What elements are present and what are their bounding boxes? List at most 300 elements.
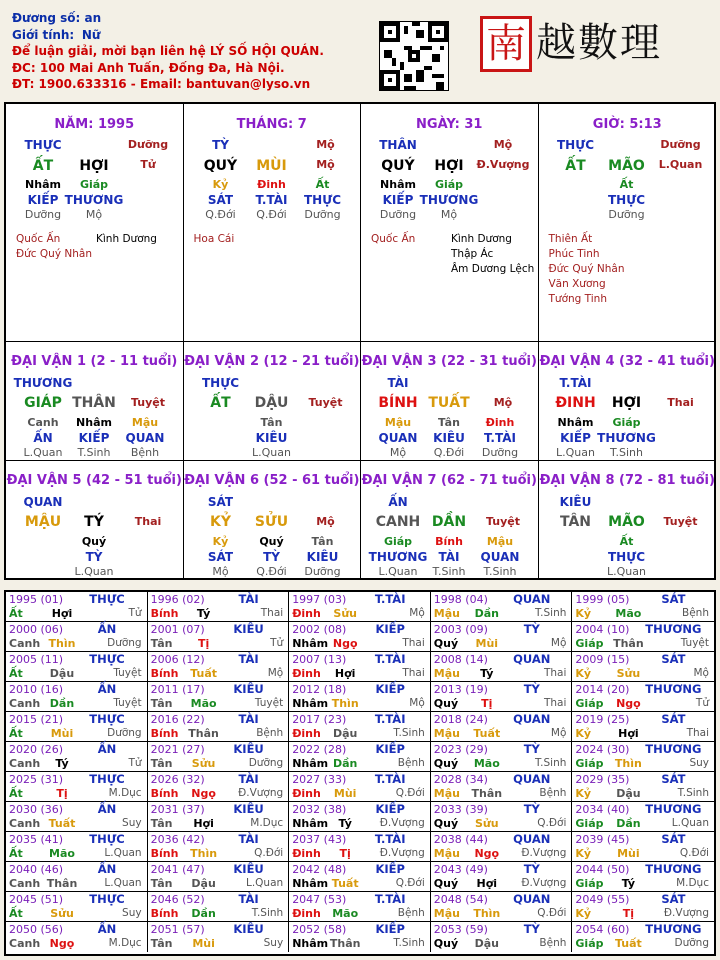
year-stem: Ất: [9, 787, 23, 800]
year-stem: Tân: [150, 817, 173, 830]
pillar-title: NĂM: 1995: [54, 117, 135, 132]
year-god: TỲ: [523, 742, 540, 756]
year-label: 2038 (44): [433, 833, 488, 846]
header-info: [12, 10, 324, 93]
year-stem: Nhâm: [292, 817, 329, 830]
year-stem: Mậu: [433, 667, 460, 680]
year-label: 2019 (25): [575, 713, 630, 726]
year-stage: Bệnh: [397, 907, 425, 919]
ten-god: THÂN: [379, 138, 417, 152]
year-stage: T.Sinh: [677, 787, 709, 799]
year-god: QUAN: [513, 592, 551, 606]
hidden-stem: Kỷ: [212, 535, 229, 548]
year-stage: Tuyệt: [254, 697, 284, 709]
year-stage: T.Sinh: [534, 607, 567, 619]
year-cell: [148, 742, 290, 772]
year-cell: [431, 892, 573, 922]
year-god: ẤN: [97, 922, 117, 936]
year-cell: [148, 682, 290, 712]
earthly-branch: MÙI: [256, 158, 287, 174]
life-stage: Tuyệt: [308, 396, 343, 409]
year-label: 2037 (43): [292, 833, 347, 846]
dai-van-title: ĐẠI VẬN 2 (12 - 21 tuổi): [184, 354, 360, 369]
year-stage: Dưỡng: [248, 757, 284, 769]
ten-god: THỰC: [201, 376, 240, 390]
year-label: 2047 (53): [292, 893, 347, 906]
year-stage: T.Sinh: [251, 907, 284, 919]
year-stem: Bính: [150, 667, 179, 680]
hidden-stem: Tân: [311, 535, 334, 548]
year-cell: [148, 862, 290, 892]
year-god: QUAN: [513, 772, 551, 786]
year-cell: [6, 592, 148, 622]
year-branch: Tý: [55, 757, 69, 770]
earthly-branch: TÝ: [84, 514, 104, 530]
brand-logo: 越數理: [536, 20, 662, 66]
year-god: KIÊU: [233, 742, 264, 756]
year-label: 2053 (59): [433, 923, 488, 936]
year-stem: Giáp: [575, 817, 604, 830]
year-label: 2044 (50): [575, 863, 630, 876]
year-branch: Sửu: [475, 817, 499, 830]
hidden-god: QUAN: [378, 431, 418, 445]
year-cell: [431, 862, 573, 892]
year-cell: [6, 832, 148, 862]
hidden-stem: Nhâm: [25, 178, 61, 191]
gender-label: Giới tính:: [12, 27, 75, 42]
qr-code: [379, 21, 449, 91]
year-label: 2033 (39): [433, 803, 488, 816]
year-cell: [572, 832, 714, 862]
year-stage: Mộ: [409, 697, 425, 709]
heavenly-stem: BÍNH: [378, 395, 418, 411]
hidden-god: SÁT: [207, 193, 234, 207]
year-stage: Mộ: [409, 607, 425, 619]
year-branch: Hợi: [51, 607, 73, 620]
heavenly-stem: ĐINH: [555, 395, 596, 411]
year-stage: Đ.Vượng: [238, 787, 284, 799]
hidden-stage: Q.Đới: [256, 208, 287, 221]
year-stem: Đinh: [292, 607, 321, 620]
year-label: 2039 (45): [575, 833, 630, 846]
year-god: KIÊU: [233, 622, 264, 636]
year-cell: [6, 772, 148, 802]
annual-luck-table: [4, 590, 716, 956]
year-god: QUAN: [513, 892, 551, 906]
year-label: 2006 (12): [150, 653, 205, 666]
year-god: QUAN: [513, 712, 551, 726]
heavenly-stem: CANH: [375, 514, 421, 530]
year-god: SÁT: [661, 592, 686, 606]
year-stem: Mậu: [433, 787, 460, 800]
hidden-god: T.TÀI: [484, 431, 516, 445]
person-name: Đương số: an: [12, 11, 102, 25]
year-stem: Quý: [433, 877, 459, 890]
year-god: THƯƠNG: [645, 622, 702, 636]
year-stage: Mộ: [550, 637, 567, 649]
year-stage: T.Sinh: [393, 727, 425, 739]
year-stage: Thai: [260, 607, 284, 619]
hidden-god: THƯƠNG: [419, 193, 479, 207]
seal-stamp: 南: [480, 16, 532, 72]
year-cell: [572, 772, 714, 802]
year-stage: M.Dục: [108, 787, 142, 799]
year-stage: L.Quan: [245, 877, 284, 889]
life-stage: Mộ: [316, 138, 335, 151]
year-branch: Tý: [480, 667, 494, 680]
life-stage: Tuyệt: [130, 396, 165, 409]
earthly-branch: HỢI: [79, 158, 109, 174]
year-cell: [6, 652, 148, 682]
year-stem: Nhâm: [292, 877, 329, 890]
year-god: KIẾP: [375, 802, 405, 816]
year-branch: Tị: [622, 907, 635, 920]
hidden-stem: Nhâm: [557, 416, 594, 429]
year-cell: [148, 892, 290, 922]
year-stem: Canh: [9, 757, 41, 770]
earthly-branch: MÃO: [608, 158, 645, 174]
year-stem: Quý: [433, 697, 459, 710]
year-branch: Hợi: [618, 727, 639, 740]
shen-sha: Kình Dương: [96, 233, 157, 245]
hidden-stem: Nhâm: [76, 416, 112, 429]
hidden-stage: L.Quan: [23, 446, 63, 459]
year-cell: [148, 622, 290, 652]
year-god: T.TÀI: [374, 892, 406, 906]
hidden-stage: Bệnh: [130, 446, 160, 459]
year-cell: [289, 712, 431, 742]
hidden-stage: Q.Đới: [205, 208, 236, 221]
hidden-god: KIẾP: [382, 193, 414, 207]
year-cell: [289, 622, 431, 652]
year-branch: Dần: [474, 607, 499, 620]
life-stage: Tuyệt: [485, 515, 520, 528]
year-stem: Tân: [150, 697, 173, 710]
year-god: ẤN: [97, 742, 117, 756]
year-cell: [289, 652, 431, 682]
shen-sha: Tướng Tinh: [548, 293, 607, 305]
year-stem: Kỷ: [575, 727, 592, 740]
year-cell: [572, 592, 714, 622]
year-label: 2000 (06): [9, 623, 64, 636]
year-stem: Nhâm: [292, 637, 329, 650]
hidden-god: KIẾP: [560, 431, 591, 445]
year-stem: Quý: [433, 817, 459, 830]
year-stage: Đ.Vượng: [663, 907, 709, 919]
year-cell: [289, 682, 431, 712]
hidden-stem: Tân: [260, 416, 283, 429]
year-god: KIẾP: [375, 742, 405, 756]
shen-sha: Thập Ác: [451, 248, 494, 260]
year-god: TỲ: [523, 922, 540, 936]
year-stem: Nhâm: [292, 937, 329, 950]
hidden-stage: Q.Đới: [256, 565, 287, 578]
year-stage: M.Dục: [250, 817, 284, 829]
year-stem: Quý: [433, 637, 459, 650]
year-cell: [289, 892, 431, 922]
year-stem: Giáp: [575, 637, 604, 650]
year-stem: Mậu: [433, 847, 460, 860]
year-stage: Suy: [122, 817, 142, 829]
year-cell: [431, 652, 573, 682]
hidden-stem: Giáp: [434, 178, 464, 191]
year-label: 2031 (37): [150, 803, 205, 816]
year-stage: M.Dục: [108, 937, 142, 949]
earthly-branch: HỢI: [611, 395, 642, 411]
year-stem: Kỷ: [575, 787, 592, 800]
year-branch: Tuất: [614, 937, 642, 950]
heavenly-stem: QUÝ: [203, 158, 238, 174]
shen-sha: Quốc Ấn: [16, 233, 61, 245]
hidden-stem: Ất: [619, 535, 634, 548]
life-stage: Thai: [667, 396, 694, 409]
hidden-god: THỰC: [607, 193, 646, 207]
year-cell: [6, 682, 148, 712]
hidden-stage: Dưỡng: [379, 208, 417, 221]
year-branch: Thìn: [48, 637, 76, 650]
shen-sha: Văn Xương: [548, 278, 606, 290]
year-branch: Thân: [471, 787, 503, 800]
year-label: 2046 (52): [150, 893, 205, 906]
year-branch: Tị: [481, 697, 493, 710]
hidden-stem: Đinh: [257, 178, 286, 191]
year-stage: Suy: [689, 757, 709, 769]
year-branch: Thìn: [190, 847, 218, 860]
year-branch: Mão: [332, 907, 359, 920]
year-god: TỲ: [523, 862, 540, 876]
year-stem: Đinh: [292, 667, 321, 680]
year-label: 2007 (13): [292, 653, 347, 666]
hidden-stem: Tân: [438, 416, 460, 429]
year-branch: Mão: [49, 847, 75, 860]
year-stage: Đ.Vượng: [521, 877, 567, 889]
year-stem: Nhâm: [292, 757, 329, 770]
year-god: TÀI: [238, 592, 259, 606]
year-branch: Mùi: [475, 637, 499, 650]
year-stem: Quý: [433, 937, 459, 950]
year-label: 2008 (14): [433, 653, 488, 666]
earthly-branch: DẦN: [431, 514, 467, 530]
year-stem: Ất: [9, 667, 23, 680]
earthly-branch: MÃO: [608, 514, 645, 530]
hidden-stage: Mộ: [389, 446, 407, 459]
earthly-branch: THÂN: [72, 395, 116, 411]
dai-van-title: ĐẠI VẬN 6 (52 - 61 tuổi): [184, 473, 360, 488]
year-label: 2025 (31): [9, 773, 64, 786]
pillar-cell: [539, 104, 717, 342]
year-stage: Suy: [263, 937, 284, 949]
year-god: KIÊU: [233, 802, 264, 816]
year-branch: Thân: [46, 877, 78, 890]
year-god: TỲ: [523, 622, 540, 636]
year-label: 2011 (17): [150, 683, 205, 696]
year-branch: Dậu: [49, 667, 75, 680]
year-stage: Q.Đới: [537, 907, 567, 919]
year-cell: [572, 922, 714, 952]
year-branch: Mùi: [333, 787, 357, 800]
year-label: 1996 (02): [150, 593, 205, 606]
year-stage: Bệnh: [682, 607, 709, 619]
year-label: 2022 (28): [292, 743, 347, 756]
year-cell: [6, 862, 148, 892]
year-stem: Mậu: [433, 607, 460, 620]
heavenly-stem: MẬU: [24, 514, 62, 530]
year-stem: Ất: [9, 727, 23, 740]
hidden-stage: Mộ: [212, 565, 229, 578]
contact-line: Để luận giải, mời bạn liên hệ LÝ SỐ HỘI QUÁN.: [12, 44, 324, 58]
earthly-branch: DẬU: [254, 395, 289, 411]
year-cell: [289, 592, 431, 622]
hidden-god: KIÊU: [306, 550, 339, 564]
hidden-stage: Dưỡng: [481, 446, 519, 459]
hidden-stem: Mậu: [486, 535, 514, 548]
year-label: 2042 (48): [292, 863, 347, 876]
year-cell: [431, 802, 573, 832]
year-stem: Canh: [9, 637, 41, 650]
dai-van-title: ĐẠI VẬN 5 (42 - 51 tuổi): [6, 473, 182, 488]
year-god: THỰC: [89, 592, 125, 606]
year-cell: [431, 592, 573, 622]
ten-god: TỲ: [212, 138, 229, 152]
life-stage: Mộ: [493, 138, 513, 151]
heavenly-stem: GIÁP: [24, 395, 62, 411]
ten-god: THƯƠNG: [13, 376, 73, 390]
year-stage: Q.Đới: [395, 787, 425, 799]
year-branch: Thìn: [614, 757, 642, 770]
dai-van-cell: [6, 342, 184, 461]
year-branch: Tuất: [331, 877, 359, 890]
dai-van-title: ĐẠI VẬN 1 (2 - 11 tuổi): [11, 354, 178, 369]
hidden-god: T.TÀI: [255, 193, 288, 207]
year-cell: [6, 742, 148, 772]
hidden-stage: L.Quan: [74, 565, 114, 578]
year-label: 2020 (26): [9, 743, 64, 756]
year-god: THỰC: [89, 892, 125, 906]
dai-van-cell: [6, 461, 184, 580]
hidden-stem: Bính: [435, 535, 463, 548]
year-stage: L.Quan: [104, 877, 142, 889]
year-branch: Tuất: [473, 727, 501, 740]
year-label: 2015 (21): [9, 713, 64, 726]
ten-god: TÀI: [387, 376, 409, 390]
dai-van-title: ĐẠI VẬN 4 (32 - 41 tuổi): [539, 354, 715, 369]
year-branch: Sửu: [333, 607, 357, 620]
year-stem: Canh: [9, 697, 41, 710]
hidden-stage: L.Quan: [556, 446, 595, 459]
year-label: 2017 (23): [292, 713, 347, 726]
hidden-god: KIẾP: [78, 431, 110, 445]
dai-van-cell: [184, 342, 362, 461]
year-branch: Dần: [191, 907, 216, 920]
year-branch: Dậu: [332, 727, 358, 740]
year-god: TÀI: [238, 772, 259, 786]
hidden-stage: T.Sinh: [610, 446, 643, 459]
year-stage: Mộ: [267, 667, 284, 679]
heavenly-stem: ẤT: [210, 395, 231, 411]
hidden-god: QUAN: [125, 431, 165, 445]
hidden-stem: Quý: [259, 535, 284, 548]
year-branch: Mão: [190, 697, 217, 710]
year-branch: Thân: [613, 637, 644, 650]
phone-email-line: ĐT: 1900.633316 - Email: bantuvan@lyso.vn: [12, 77, 311, 91]
year-stage: Q.Đới: [679, 847, 709, 859]
year-label: 2027 (33): [292, 773, 347, 786]
year-cell: [572, 682, 714, 712]
year-branch: Hợi: [476, 877, 498, 890]
hidden-god: THỰC: [607, 550, 646, 564]
year-branch: Sửu: [191, 757, 216, 770]
year-label: 1999 (05): [575, 593, 630, 606]
year-cell: [6, 892, 148, 922]
heavenly-stem: TÂN: [559, 514, 591, 530]
year-stem: Đinh: [292, 727, 321, 740]
hidden-god: THỰC: [303, 193, 342, 207]
year-god: SÁT: [661, 832, 686, 846]
ten-god: T.TÀI: [559, 376, 592, 390]
year-stem: Bính: [150, 727, 179, 740]
year-cell: [148, 922, 290, 952]
hidden-stem: Nhâm: [380, 178, 416, 191]
year-cell: [289, 802, 431, 832]
year-label: 2045 (51): [9, 893, 64, 906]
year-branch: Hợi: [334, 667, 356, 680]
hidden-stem: Mậu: [131, 416, 159, 429]
branch-stage: Đ.Vượng: [476, 158, 530, 171]
year-label: 2018 (24): [433, 713, 488, 726]
year-label: 1997 (03): [292, 593, 347, 606]
hidden-stem: Giáp: [612, 416, 641, 429]
year-stage: Bệnh: [256, 727, 284, 739]
year-god: TÀI: [238, 652, 259, 666]
hidden-god: KIẾP: [27, 193, 59, 207]
year-label: 2014 (20): [575, 683, 630, 696]
year-label: 2016 (22): [150, 713, 205, 726]
hidden-stem: Quý: [81, 535, 107, 548]
year-label: 2040 (46): [9, 863, 64, 876]
year-label: 2012 (18): [292, 683, 347, 696]
hidden-stem: Mậu: [384, 416, 412, 429]
year-branch: Dậu: [191, 877, 216, 890]
year-label: 1998 (04): [433, 593, 488, 606]
earthly-branch: TUẤT: [428, 395, 470, 411]
year-branch: Tị: [56, 787, 68, 800]
year-god: THƯƠNG: [645, 682, 702, 696]
year-cell: [148, 802, 290, 832]
year-stem: Bính: [150, 847, 179, 860]
pillar-title: GIỜ: 5:13: [592, 117, 662, 132]
year-stem: Bính: [150, 607, 179, 620]
year-label: 2051 (57): [150, 923, 205, 936]
year-stage: Tử: [128, 607, 142, 619]
year-cell: [148, 832, 290, 862]
hidden-stage: L.Quan: [252, 446, 291, 459]
year-label: 2054 (60): [575, 923, 630, 936]
year-label: 2030 (36): [9, 803, 64, 816]
earthly-branch: HỢI: [434, 158, 464, 174]
year-stem: Kỷ: [575, 667, 592, 680]
year-branch: Mùi: [192, 937, 215, 950]
year-label: 2035 (41): [9, 833, 64, 846]
year-cell: [6, 922, 148, 952]
year-god: SÁT: [661, 652, 686, 666]
year-god: TÀI: [238, 832, 259, 846]
year-god: ẤN: [97, 682, 117, 696]
branch-stage: Mộ: [316, 158, 335, 171]
year-cell: [148, 592, 290, 622]
year-cell: [431, 742, 573, 772]
hidden-stem: Đinh: [485, 416, 515, 429]
pillar-cell: [361, 104, 539, 342]
